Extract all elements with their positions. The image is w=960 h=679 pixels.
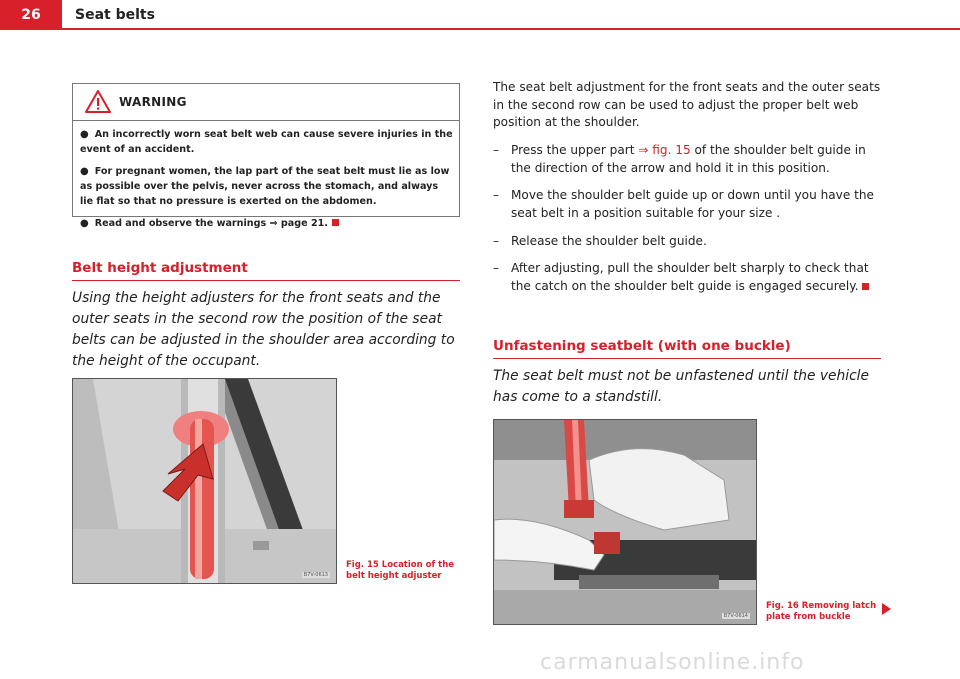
buckle-release-illustration [494,420,757,625]
warning-box [72,83,460,229]
section-heading-unfastening: Unfastening seatbelt (with one buckle) [493,338,881,359]
watermark: carmanualsonline.info [540,650,805,675]
warning-item: ● An incorrectly worn seat belt web can cause severe injuries in the event of an accident. [80,129,453,155]
intro-paragraph: The seat belt adjustment for the front seats and the outer seats in the second row can be used to adjust the proper belt web position at the shoulder. [493,80,881,129]
figure-16-caption: Fig. 16 Removing latch plate from buckle [766,601,877,622]
end-mark-icon [862,283,869,290]
page-number: 26 [0,0,62,30]
warning-list [73,121,459,231]
figure-code: B7V-0613 [303,572,328,578]
step-3: – Release the shoulder belt guide. [493,234,707,248]
header-rule [62,28,960,30]
figure-15-caption: Fig. 15 Location of the belt height adjuster [346,560,455,581]
continue-arrow-icon [882,603,891,615]
chapter-title: Seat belts [75,7,155,23]
section-heading-belt-height: Belt height adjustment [72,260,460,281]
bullet-icon: ● [80,129,89,140]
belt-adjuster-illustration [73,379,337,584]
step-4: – After adjusting, pull the shoulder belt sharply to check that the catch on the shoulder belt guide is engaged securely. [493,261,869,293]
figure-15-image [72,378,337,584]
step-1: – Press the upper part ⇒ fig. 15 of the shoulder belt guide in the direction of the arrow and hold it in this position. [493,143,866,175]
warning-header [73,84,459,121]
figure-16-image [493,419,757,625]
warning-item: ● For pregnant women, the lap part of the seat belt must lie as low as possible over the pelvis, never across the stomach, and always lie flat so that no pressure is exerted on the abdomen. [80,166,450,207]
warning-item [80,216,453,231]
section-intro-belt-height: Using the height adjusters for the front seats and the outer seats in the second row the position of the seat belts can be adjusted in the shoulder area according to the height of the occupant. [72,290,455,369]
warning-page-link[interactable]: Read and observe the warnings ⇒ page 21. [94,218,328,229]
section-intro-unfastening: The seat belt must not be unfastened until the vehicle has come to a standstill. [493,368,870,405]
end-mark-icon [332,219,339,226]
warning-triangle-icon [85,90,111,113]
warning-title: WARNING [119,95,187,109]
bullet-icon: ● [80,166,89,177]
step-2: – Move the shoulder belt guide up or down until you have the seat belt in a position suitable for your size . [493,188,874,220]
page-header [0,0,960,30]
bullet-icon: ● [80,218,89,229]
figure-15-link[interactable]: ⇒ fig. 15 [638,143,691,157]
figure-code: B7V-0614 [723,613,748,619]
